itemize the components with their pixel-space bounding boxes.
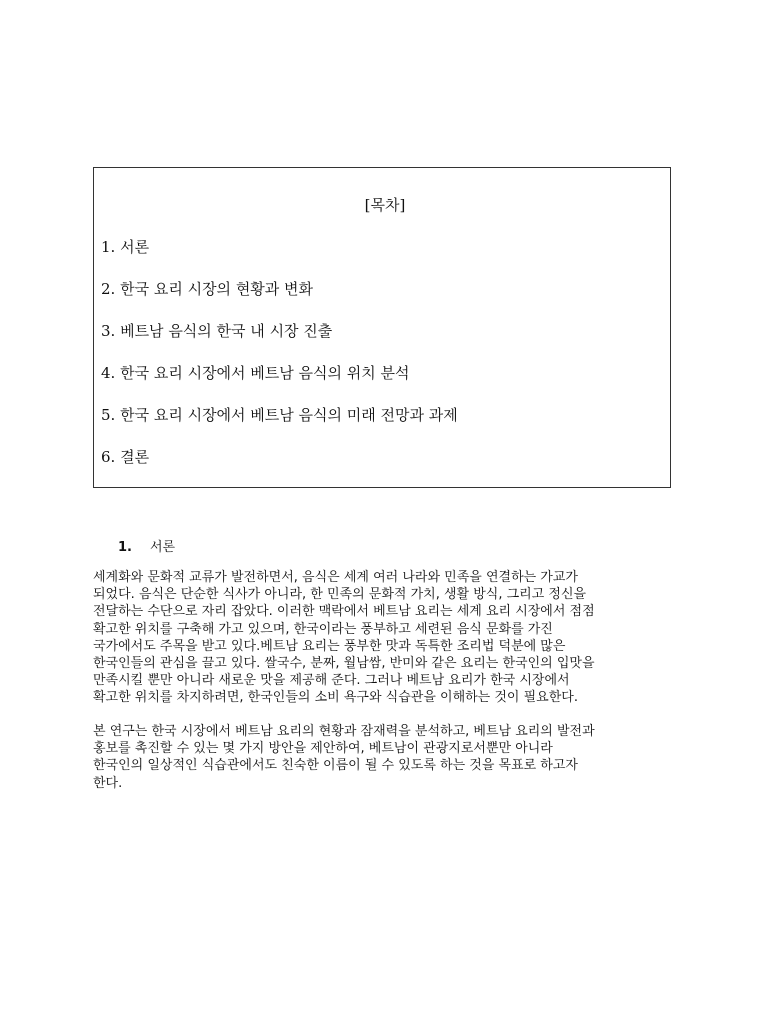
section-title: 서론 <box>149 540 176 555</box>
paragraph-line: 한국인의 일상적인 식습관에서도 친숙한 이름이 될 수 있도록 하는 것을 목표로 하고자 <box>93 758 578 774</box>
paragraph-line: 확고한 위치를 구축해 가고 있으며, 한국이라는 풍부하고 세련된 음식 문화를 가진 <box>93 621 553 637</box>
paragraph-line: 국가에서도 주목을 받고 있다.베트남 요리는 풍부한 맛과 독특한 조리법 덕분에 많은 <box>93 638 566 654</box>
paragraph-intro <box>93 569 673 707</box>
paragraph-line: 되었다. 음식은 단순한 식사가 아니라, 한 민족의 문화적 가치, 생활 방식, 그리고 정신을 <box>93 587 587 603</box>
toc-item-2: 2. 한국 요리 시장의 현황과 변화 <box>101 280 314 298</box>
section-number: 1. <box>118 540 132 555</box>
section-heading <box>118 536 175 555</box>
toc-title: [목차] <box>364 196 406 214</box>
toc-item-5: 5. 한국 요리 시장에서 베트남 음식의 미래 전망과 과제 <box>101 406 458 424</box>
toc-item-1: 1. 서론 <box>101 238 150 256</box>
paragraph-line: 한다. <box>93 775 123 791</box>
toc-item-6: 6. 결론 <box>101 448 150 466</box>
paragraph-line: 본 연구는 한국 시장에서 베트남 요리의 현황과 잠재력을 분석하고, 베트남 요리의 발전과 <box>93 724 595 739</box>
paragraph-line: 세계화와 문화적 교류가 발전하면서, 음식은 세계 여러 나라와 민족을 연결하는 가교가 <box>93 570 578 585</box>
paragraph-goal <box>93 723 673 792</box>
paragraph-line: 한국인들의 관심을 끌고 있다. 쌀국수, 분짜, 월남쌈, 반미와 같은 요리는 한국인의 입맛을 <box>93 656 595 672</box>
table-of-contents <box>93 167 671 488</box>
paragraph-line: 확고한 위치를 차지하려면, 한국인들의 소비 욕구와 식습관을 이해하는 것이 필요한다. <box>93 690 578 706</box>
toc-item-4: 4. 한국 요리 시장에서 베트남 음식의 위치 분석 <box>101 364 410 382</box>
paragraph-line: 전달하는 수단으로 자리 잡았다. 이러한 맥락에서 베트남 요리는 세계 요리 시장에서 점점 <box>93 604 595 620</box>
toc-item-3: 3. 베트남 음식의 한국 내 시장 진출 <box>101 322 333 340</box>
paragraph-line: 만족시킬 뿐만 아니라 새로운 맛을 제공해 준다. 그러나 베트남 요리가 한국 시장에서 <box>93 673 570 689</box>
paragraph-line: 홍보를 촉진할 수 있는 몇 가지 방안을 제안하여, 베트남이 관광지로서뿐만 아니라 <box>93 741 553 757</box>
